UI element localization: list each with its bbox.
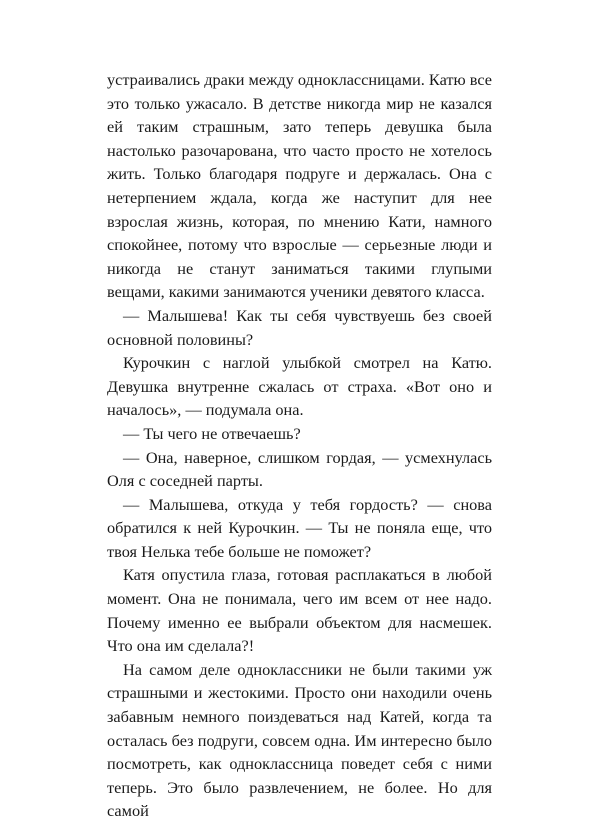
paragraph-narration-2: Катя опустила глаза, готовая расплакаться в любой момент. Она не понимала, чего им всем от нее надо. Почему именно ее выбрали объектом для насмешек. Что она им сделала?! [107,565,492,656]
paragraph-dialogue-3: — Она, наверное, слишком гордая, — усмехнулась Оля с соседней парты. [107,447,492,491]
page-text [107,68,492,823]
paragraph-narration-1: Курочкин с наглой улыбкой смотрел на Катю. Девушка внутренне сжалась от страха. «Вот оно и началось», — подумала она. [107,353,492,420]
paragraph-dialogue-1: — Малышева! Как ты себя чувствуешь без своей основной половины? [107,305,492,349]
paragraph-dialogue-4: — Малышева, откуда у тебя гордость? — снова обратился к ней Курочкин. — Ты не поняла еще, что твоя Нелька тебе больше не поможет? [107,494,492,561]
paragraph-dialogue-2: — Ты чего не отвечаешь? [123,423,301,443]
paragraph-continuation: устраивались драки между одноклассницами. Катю все это только ужасало. В детстве никогда мир не казался ей таким страшным, зато теперь девушка была настолько разочарована, что часто просто не хотелось жить. Только благодаря подруге и держалась. Она с нетерпением ждала, когда же наступит для нее взрослая жизнь, которая, по мнению Кати, намного спокойнее, потому что взрослые — серьезные люди и никогда не станут заниматься такими глупыми вещами, какими занимаются ученики девятого класса. [107,70,492,302]
paragraph-narration-3: На самом деле одноклассники не были такими уж страшными и жестокими. Просто они находили очень забавным немного поиздеваться над Катей, когда та осталась без подруги, совсем одна. Им интересно было посмотреть, как одноклассница поведет себя с ними теперь. Это было развлечением, не более. Но для самой [107,659,492,821]
